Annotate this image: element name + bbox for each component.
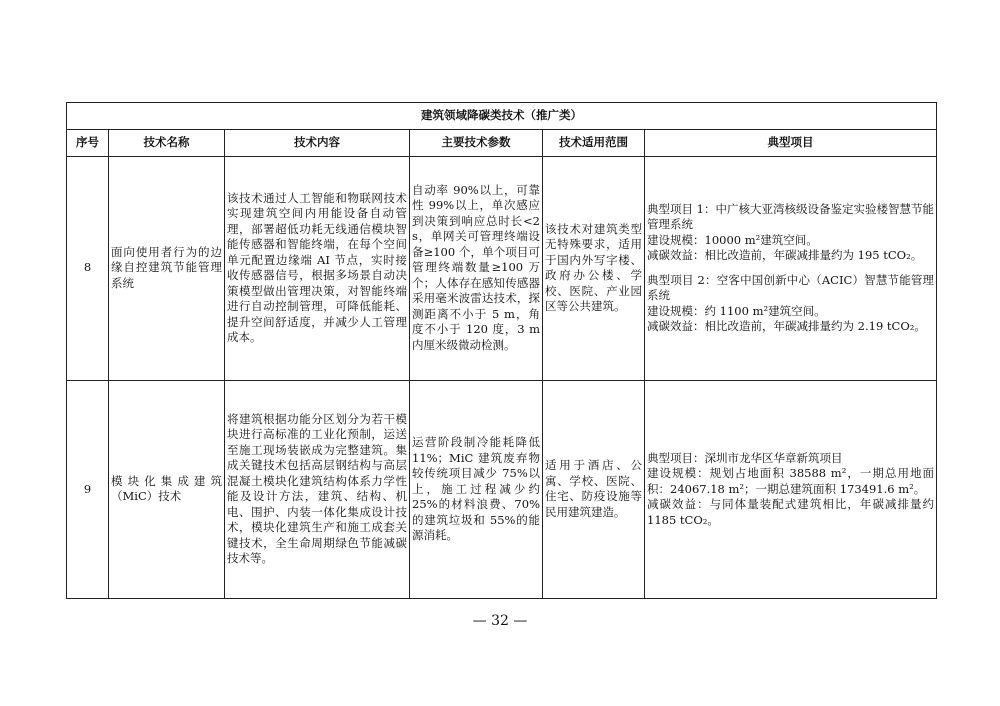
project-line: 典型项目 2：空客中国创新中心（ACIC）智慧节能管理系统 — [647, 272, 935, 303]
tech-name-cell: 面向使用者行为的边缘自控建筑节能管理系统 — [109, 156, 225, 380]
main-params-cell: 运营阶段制冷能耗降低 11%；MiC 建筑废弃物较传统项目减少 75%以上，施工过程减少约 25%的材料浪费、70%的建筑垃圾和 55%的能源消耗。 — [410, 380, 543, 598]
project-line: 典型项目 1：中广核大亚湾核级设备鉴定实验楼智慧节能管理系统 — [647, 201, 935, 232]
scope-cell: 该技术对建筑类型无特殊要求，适用于国内外写字楼、政府办公楼、学校、医院、产业园区等公共建筑。 — [543, 156, 645, 380]
header-main-params: 主要技术参数 — [410, 130, 543, 156]
technology-table — [66, 102, 937, 599]
table-title-row — [67, 103, 937, 130]
main-params-cell: 自动率 90%以上，可靠性 99%以上，单次感应到决策到响应总时长<2 s，单网关可管理终端设备≥100 个，单个项目可管理终端数量≥100 万个；人体存在感知传感器采用毫米波雷达技术，探测距离不小于 5 m，角度不小于 120 度，3 m 内厘米级微动检测。 — [410, 156, 543, 380]
project-spacer — [647, 264, 934, 273]
header-number: 序号 — [67, 130, 109, 156]
table-row — [67, 156, 937, 380]
project-line: 减碳效益：与同体量装配式建筑相比，年碳减排量约 1185 tCO₂。 — [647, 497, 935, 527]
table-header-row — [67, 130, 937, 156]
header-tech-content: 技术内容 — [225, 130, 410, 156]
tech-content-cell: 将建筑根据功能分区划分为若干模块进行高标准的工业化预制，运送至施工现场装嵌成为完整建筑。集成关键技术包括高层钢结构与高层混凝土模块化建筑结构体系力学性能及设计方法，建筑、结构、机电、围护、内装一体化集成设计技术，模块化建筑生产和施工成套关键技术，全生命周期绿色节能减碳技术等。 — [225, 380, 410, 598]
typical-project-cell — [645, 380, 937, 598]
project-line: 减碳效益：相比改造前，年碳减排量约为 2.19 tCO₂。 — [647, 319, 926, 334]
header-scope: 技术适用范围 — [543, 130, 645, 156]
table-title: 建筑领域降碳类技术（推广类） — [67, 103, 937, 130]
page-number: — 32 — — [472, 613, 528, 629]
project-line: 建设规模：10000 m²建筑空间。 — [647, 232, 818, 247]
header-tech-name: 技术名称 — [109, 130, 225, 156]
project-line: 典型项目：深圳市龙华区华章新筑项目 — [647, 450, 843, 465]
header-typical-project: 典型项目 — [645, 130, 937, 156]
row-number: 9 — [67, 380, 109, 598]
project-line: 建设规模：约 1100 m²建筑空间。 — [647, 303, 826, 318]
table-row — [67, 380, 937, 598]
project-line: 建设规模：规划占地面积 38588 m²，一期总用地面积：24067.18 m²；一期总建筑面积 173491.6 m²。 — [647, 466, 935, 496]
tech-content-cell: 该技术通过人工智能和物联网技术实现建筑空间内用能设备自动管理，部署超低功耗无线通信模块智能传感器和智能终端，在每个空间单元配置边缘端 AI 节点，实时接收传感器信号，根据多场景自动决策模型做出管理决策，对智能终端进行自动控制管理，可降低能耗、提升空间舒适度，并减少人工管理成本。 — [225, 156, 410, 380]
scope-cell: 适用于酒店、公寓、学校、医院、住宅、防疫设施等民用建筑建造。 — [543, 380, 645, 598]
typical-project-cell — [645, 156, 937, 380]
tech-name-cell: 模块化集成建筑（MiC）技术 — [109, 380, 225, 598]
project-line: 减碳效益：相比改造前，年碳减排量约为 195 tCO₂。 — [647, 248, 923, 263]
row-number: 8 — [67, 156, 109, 380]
